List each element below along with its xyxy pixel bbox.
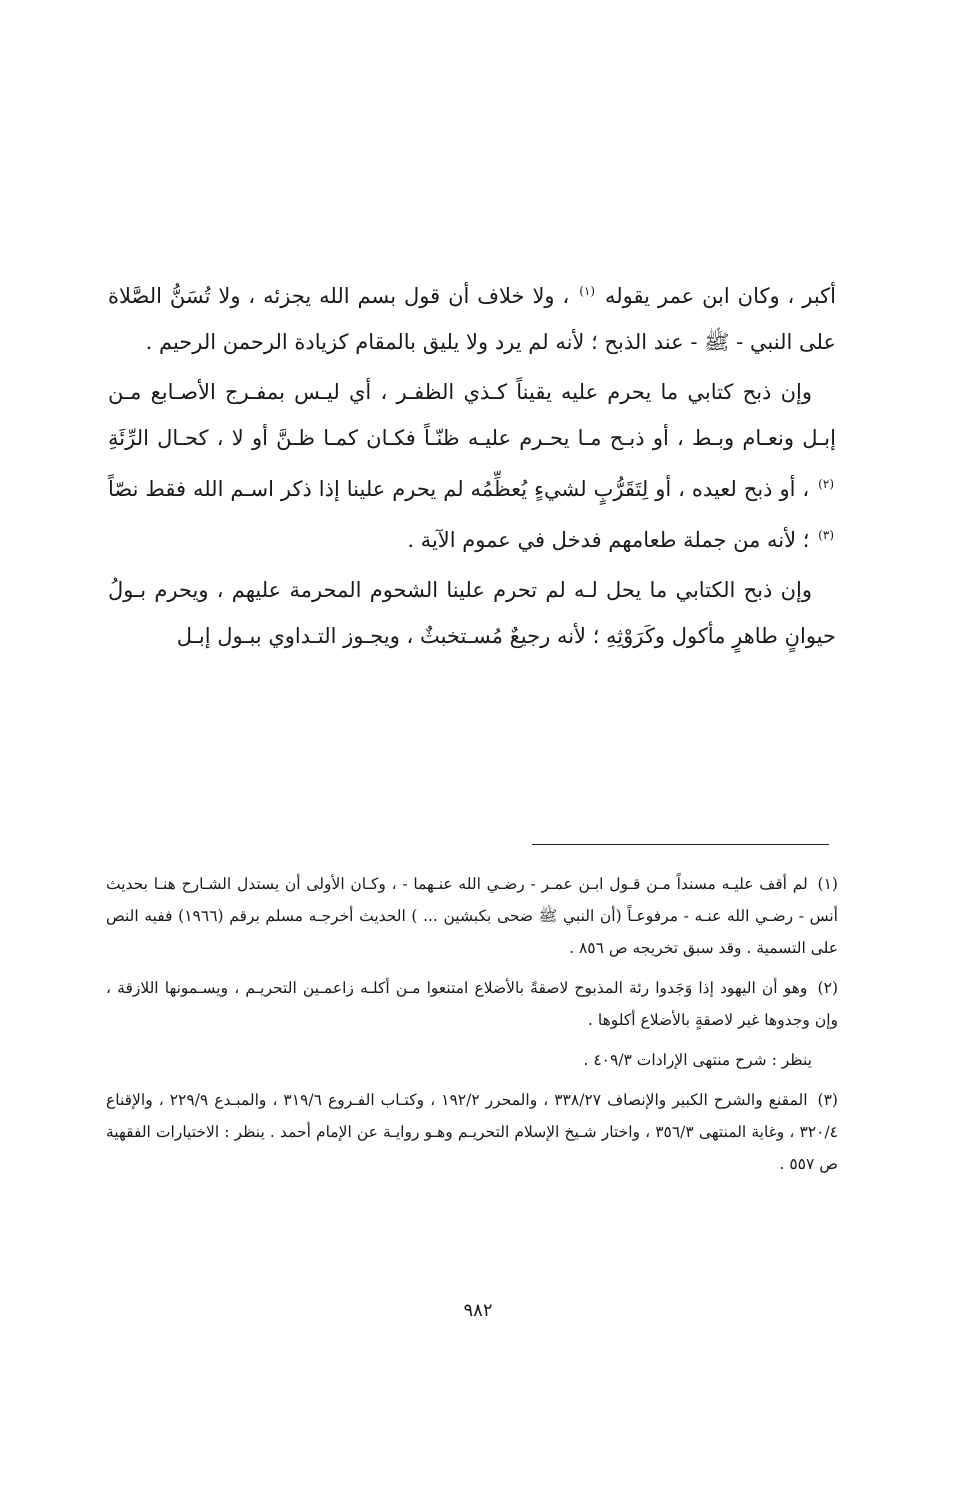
paragraph-2-text-b: ، أو ذبح لعيده ، أو لِتَقَرُّبٍ لشيءٍ يُعظِّمُه لم يحرم علينا إذا ذكر اسـم الله فقط نصّاً: [108, 477, 810, 501]
paragraph-1-text-a: أكبر ، وكان ابن عمر يقوله: [604, 284, 836, 308]
page-number: ٩٨٢: [463, 1300, 493, 1321]
footnotes-section: [106, 868, 838, 1188]
footnote-ref-1[interactable]: (١): [579, 284, 596, 298]
footnote-1-number: (١): [817, 875, 838, 893]
main-text: [108, 268, 836, 659]
footnote-2-text: وهو أن اليهود إذا وَجَدوا رئة المذبوح لاصقةً بالأضلاع امتنعوا مـن أكلـه زاعمـين التحريـم ، ويسـمونها اللازقة ، وإن وجدوها غير لاصقةٍ بالأضلاع أكلوها .: [106, 979, 838, 1029]
footnote-ref-3[interactable]: (٣): [818, 528, 834, 542]
footnote-ref-2[interactable]: (٢): [818, 477, 834, 491]
paragraph-1: [108, 268, 836, 365]
footnote-3-text: المقنع والشرح الكبير والإنصاف ٣٣٨/٢٧ ، والمحرر ١٩٢/٢ ، وكتـاب الفـروع ٣١٩/٦ ، والمبـدع ٢٢٩/٩ ، والإقناع ٣٢٠/٤ ، وغاية المنتهى ٣٥٦/٣ ، واختار شـيخ الإسلام التحريـم وهـو روايـة عن الإمام أحمد . ينظر : الاختيارات الفقهية ص ٥٥٧ .: [106, 1091, 838, 1173]
footnote-1: [106, 868, 838, 964]
footnote-3-number: (٣): [817, 1091, 838, 1109]
paragraph-2-text-a: وإن ذبح كتابي ما يحرم عليه يقيناً كـذي الظفـر ، أي ليـس بمفـرج الأصـابع مـن إبـل ونعـام وبـط ، أو ذبـح مـا يحـرم عليـه ظنّـاً فكـان كمـا ظـنَّ أو لا ، كحـال الرِّئَةِ: [108, 380, 836, 450]
footnote-2-note: ينظر : شرح منتهى الإرادات ٤٠٩/٣ .: [583, 1051, 812, 1069]
paragraph-3: وإن ذبح الكتابي ما يحل لـه لم تحرم علينا الشحوم المحرمة عليهم ، ويحرم بـولُ حيوانٍ طاهرٍ مأكول وكَرَوْثِهِ ؛ لأنه رجيعٌ مُسـتخبثٌ ، ويجـوز التـداوي ببـول إبـل: [108, 578, 836, 648]
paragraph-2: [108, 369, 836, 563]
footnote-2: [106, 972, 838, 1036]
footnote-2-number: (٢): [817, 979, 838, 997]
footnote-separator: [532, 844, 829, 845]
footnote-1-text: لم أقف عليـه مسنداً مـن قـول ابـن عمـر - رضـي الله عنـهما - ، وكـان الأولى أن يستدل الشـارح هنـا بحديث أنس - رضـي الله عنـه - مرفوعـاً (أن النبي ﷺ ضحى بكبشين ... ) الحديث أخرجـه مسلم برقم (١٩٦٦) ففيه النص على التسمية . وقد سبق تخريجه ص ٨٥٦ .: [106, 875, 838, 957]
paragraph-2-text-c: ؛ لأنه من جملة طعامهم فدخل في عموم الآية .: [407, 528, 810, 552]
footnote-3: [106, 1084, 838, 1180]
paragraph-1-text-b: ، ولا خلاف أن قول بسم الله يجزئه ، ولا تُسَنُّ الصَّلاة على النبي - ﷺ - عند الذبح ؛ لأنه لم يرد ولا يليق بالمقام كزيادة الرحمن الرحيم .: [108, 284, 836, 354]
